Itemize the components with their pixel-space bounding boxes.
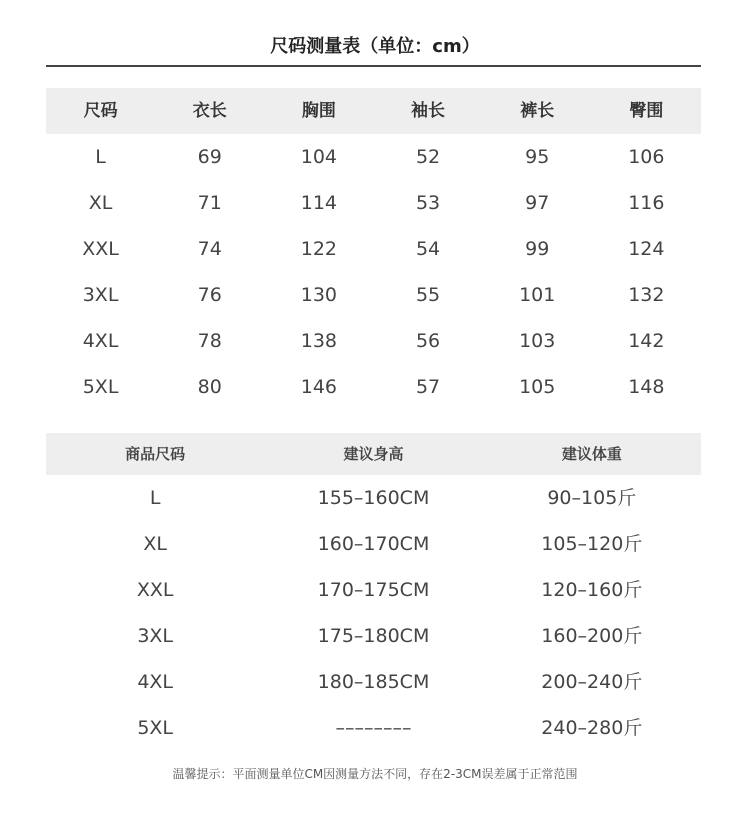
cell-length: 69: [197, 146, 222, 168]
cell-hip: 142: [628, 330, 665, 352]
cell-sleeve: 54: [415, 238, 441, 260]
cell-length: 80: [197, 376, 222, 398]
table-row: [46, 272, 701, 318]
cell-pants-length: 95: [525, 146, 550, 168]
cell-suggested-height: ––––––––: [335, 717, 412, 739]
cell-pants-length: 101: [519, 284, 556, 306]
cell-hip: 106: [628, 146, 665, 168]
cell-suggested-weight: 105–120斤: [541, 533, 643, 555]
cell-suggested-height: 170–175CM: [317, 579, 430, 601]
cell-length: 71: [197, 192, 222, 214]
cell-suggested-weight: 120–160斤: [541, 579, 643, 601]
cell-hip: 148: [628, 376, 665, 398]
header-product-size: 商品尺码: [125, 445, 186, 463]
cell-suggested-height: 180–185CM: [317, 671, 430, 693]
cell-chest: 146: [300, 376, 338, 398]
cell-chest: 104: [300, 146, 338, 168]
cell-chest: 138: [300, 330, 338, 352]
cell-suggested-height: 175–180CM: [317, 625, 430, 647]
table-row: [46, 613, 701, 659]
table-row: [46, 521, 701, 567]
cell-length: 74: [197, 238, 222, 260]
cell-pants-length: 97: [525, 192, 550, 214]
header-hip: 臀围: [629, 101, 664, 121]
cell-product-size: 4XL: [137, 671, 174, 693]
header-chest: 胸围: [301, 101, 336, 121]
cell-length: 78: [197, 330, 222, 352]
cell-chest: 114: [300, 192, 338, 214]
cell-product-size: 5XL: [137, 717, 174, 739]
cell-pants-length: 99: [525, 238, 550, 260]
cell-pants-length: 103: [519, 330, 556, 352]
cell-product-size: 3XL: [137, 625, 174, 647]
table-row: [46, 659, 701, 705]
cell-suggested-weight: 90–105斤: [547, 487, 637, 509]
table-row: [46, 134, 701, 180]
cell-size: XXL: [82, 238, 119, 260]
cell-sleeve: 52: [415, 146, 441, 168]
cell-hip: 132: [628, 284, 665, 306]
cell-sleeve: 56: [415, 330, 441, 352]
cell-suggested-height: 160–170CM: [317, 533, 430, 555]
cell-chest: 122: [300, 238, 338, 260]
size-table-header: [46, 88, 701, 134]
title-divider: [46, 65, 701, 67]
table-row: [46, 705, 701, 751]
cell-hip: 124: [628, 238, 665, 260]
cell-sleeve: 53: [415, 192, 441, 214]
cell-product-size: XXL: [136, 579, 174, 601]
cell-sleeve: 57: [415, 376, 441, 398]
measurement-tip: 温馨提示：平面测量单位CM因测量方法不同，存在2-3CM误差属于正常范围: [172, 767, 578, 781]
cell-size: 4XL: [82, 330, 119, 352]
size-recommendation-table: [46, 433, 701, 751]
cell-suggested-weight: 240–280斤: [541, 717, 643, 739]
cell-product-size: L: [149, 487, 161, 509]
cell-size: 3XL: [82, 284, 119, 306]
cell-size: XL: [88, 192, 113, 214]
cell-size: 5XL: [82, 376, 119, 398]
cell-suggested-height: 155–160CM: [317, 487, 430, 509]
table-row: [46, 475, 701, 521]
recommendation-table-header: [46, 433, 701, 475]
cell-length: 76: [197, 284, 222, 306]
table-row: [46, 180, 701, 226]
table-row: [46, 226, 701, 272]
table-row: [46, 318, 701, 364]
table-row: [46, 364, 701, 410]
header-suggested-height: 建议身高: [343, 445, 404, 463]
header-sleeve: 袖长: [411, 101, 446, 121]
cell-chest: 130: [300, 284, 338, 306]
size-measurement-table: [46, 88, 701, 410]
table-row: [46, 567, 701, 613]
header-pants-length: 裤长: [520, 101, 555, 121]
cell-size: L: [95, 146, 106, 168]
cell-product-size: XL: [143, 533, 167, 555]
cell-suggested-weight: 200–240斤: [541, 671, 643, 693]
cell-sleeve: 55: [415, 284, 441, 306]
cell-suggested-weight: 160–200斤: [541, 625, 643, 647]
page-title: 尺码测量表（单位：cm）: [270, 36, 480, 57]
header-suggested-weight: 建议体重: [561, 445, 622, 463]
cell-pants-length: 105: [519, 376, 556, 398]
cell-hip: 116: [628, 192, 665, 214]
header-length: 衣长: [192, 101, 227, 121]
header-size: 尺码: [83, 101, 118, 121]
